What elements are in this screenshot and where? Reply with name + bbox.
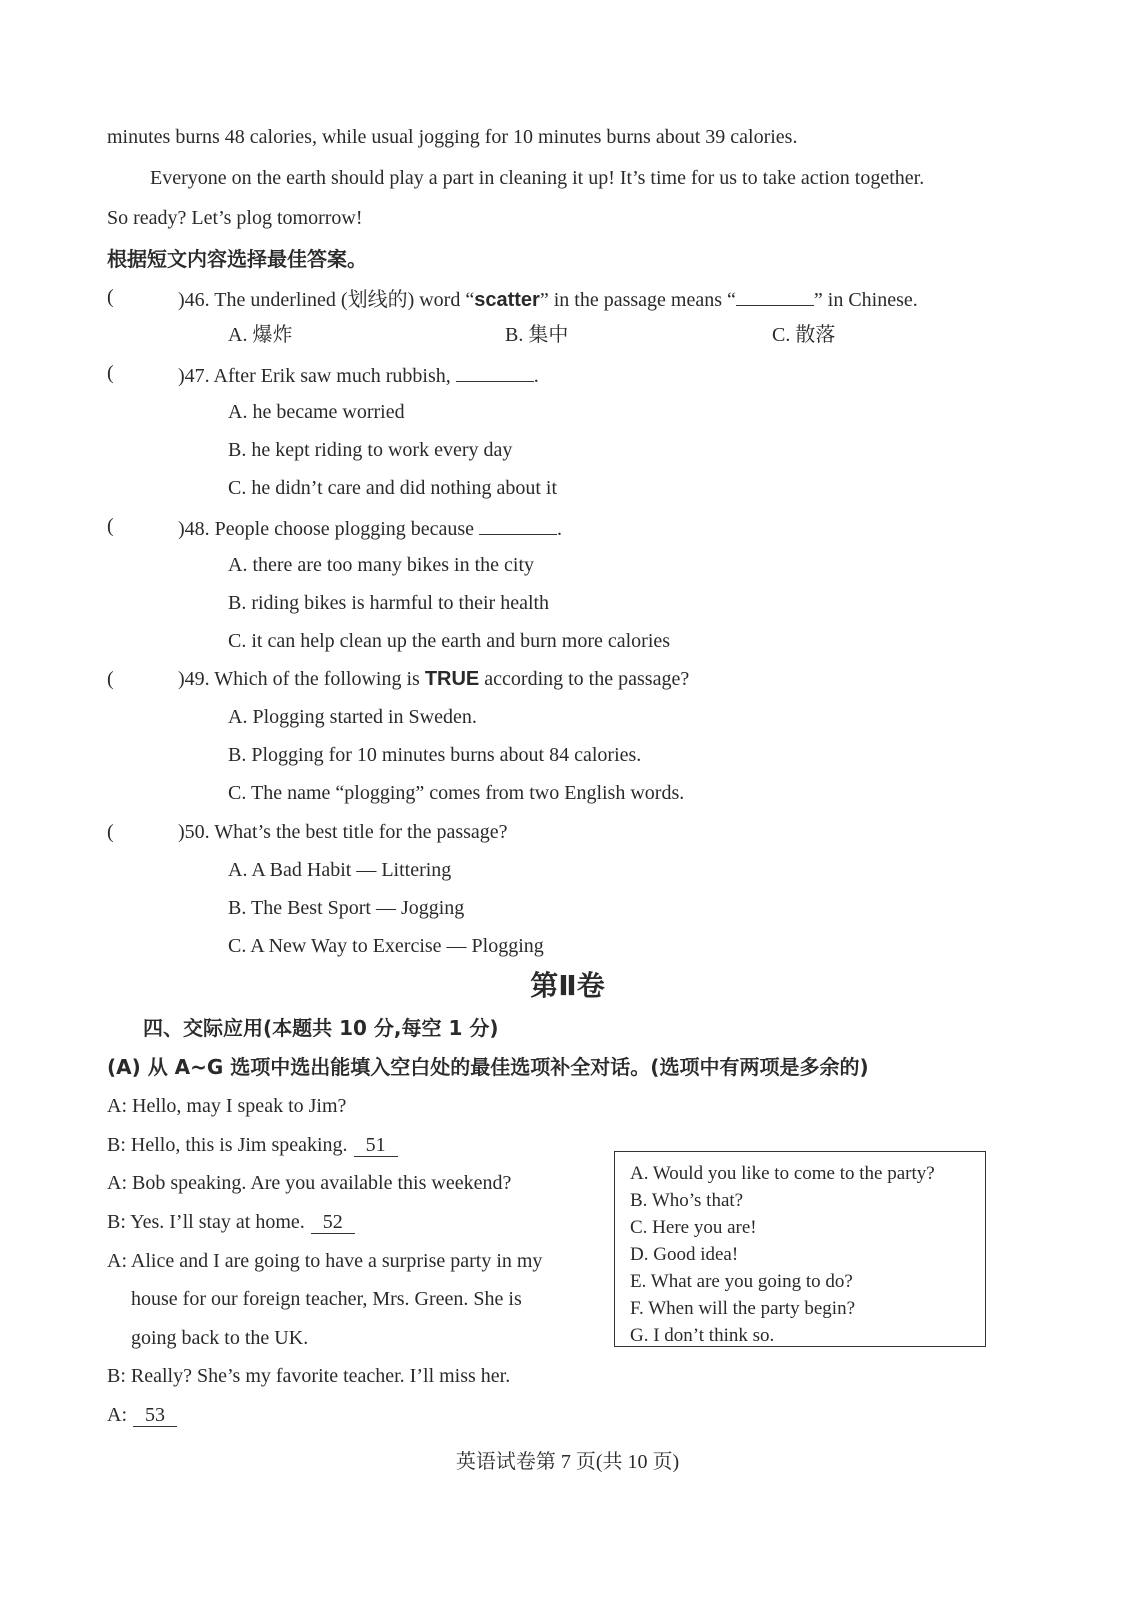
passage-line-3: So ready? Let’s plog tomorrow! (107, 207, 363, 229)
option-50-b: B. The Best Sport — Jogging (228, 897, 465, 919)
option-49-c: C. The name “plogging” comes from two English words. (228, 782, 685, 804)
dialogue-line-4 (107, 1212, 355, 1234)
option-49-b: B. Plogging for 10 minutes burns about 84 calories. (228, 744, 642, 766)
options-box (614, 1151, 986, 1347)
option-46-c: C. 散落 (772, 324, 836, 346)
reading-instruction: 根据短文内容选择最佳答案。 (107, 247, 367, 271)
question-47-post: . (533, 365, 539, 387)
question-49 (178, 669, 689, 689)
box-option-g: G. I don’t think so. (630, 1325, 775, 1346)
question-50-pre: )50. What’s the best title for the passage? (178, 821, 508, 843)
dialogue-line-4-text: B: Yes. I’ll stay at home. (107, 1211, 305, 1233)
blank-51: 51 (354, 1135, 398, 1157)
section-title: 第Ⅱ卷 (530, 969, 605, 1002)
option-47-b: B. he kept riding to work every day (228, 439, 513, 461)
option-49-a: A. Plogging started in Sweden. (228, 706, 477, 728)
dialogue-line-1: A: Hello, may I speak to Jim? (107, 1095, 347, 1117)
question-47 (178, 363, 539, 386)
passage-line-1: minutes burns 48 calories, while usual jogging for 10 minutes burns about 39 calories. (107, 126, 798, 148)
option-47-c: C. he didn’t care and did nothing about it (228, 477, 558, 499)
box-option-b: B. Who’s that? (630, 1190, 744, 1211)
answer-paren-49: ( (107, 668, 114, 690)
question-49-pre: )49. Which of the following is (178, 668, 425, 690)
dialogue-line-8: B: Really? She’s my favorite teacher. I’ll miss her. (107, 1365, 511, 1387)
answer-paren-47: ( (107, 362, 114, 384)
dialogue-line-3: A: Bob speaking. Are you available this weekend? (107, 1172, 512, 1194)
answer-paren-46: ( (107, 286, 114, 308)
answer-paren-50: ( (107, 821, 114, 843)
question-48-post: . (557, 518, 563, 540)
box-option-c: C. Here you are! (630, 1217, 757, 1238)
question-49-keyword: TRUE (424, 668, 480, 690)
question-49-post: according to the passage? (479, 668, 690, 690)
option-46-a: A. 爆炸 (228, 324, 293, 346)
dialogue-line-9 (107, 1405, 177, 1427)
box-option-e: E. What are you going to do? (630, 1271, 853, 1292)
question-46-post: ” in the passage means “ (539, 289, 736, 311)
blank-53: 53 (133, 1405, 177, 1427)
option-47-a: A. he became worried (228, 401, 405, 423)
option-46-b: B. 集中 (505, 324, 569, 346)
dialogue-line-5: A: Alice and I are going to have a surprise party in my (107, 1250, 543, 1272)
dialogue-line-2 (107, 1135, 398, 1157)
blank-52: 52 (311, 1212, 355, 1234)
question-48 (178, 516, 562, 539)
dialogue-line-7: going back to the UK. (131, 1327, 309, 1349)
option-50-a: A. A Bad Habit — Littering (228, 859, 452, 881)
part-instruction: (A) 从 A~G 选项中选出能填入空白处的最佳选项补全对话。(选项中有两项是多余的) (107, 1055, 869, 1079)
question-46-pre: )46. The underlined (划线的) word “ (178, 289, 475, 311)
box-option-a: A. Would you like to come to the party? (630, 1163, 935, 1184)
box-option-f: F. When will the party begin? (630, 1298, 856, 1319)
question-47-pre: )47. After Erik saw much rubbish, (178, 365, 456, 387)
answer-blank (479, 516, 557, 535)
dialogue-line-6: house for our foreign teacher, Mrs. Green. She is (131, 1288, 522, 1310)
question-50 (178, 822, 508, 842)
answer-paren-48: ( (107, 515, 114, 537)
option-48-c: C. it can help clean up the earth and burn more calories (228, 630, 671, 652)
question-46-keyword: scatter (474, 289, 540, 311)
passage-line-2: Everyone on the earth should play a part in cleaning it up! It’s time for us to take action together. (150, 167, 925, 189)
part-heading: 四、交际应用(本题共 10 分,每空 1 分) (143, 1016, 499, 1040)
option-50-c: C. A New Way to Exercise — Plogging (228, 935, 544, 957)
question-46-post2: ” in Chinese. (813, 289, 918, 311)
option-48-a: A. there are too many bikes in the city (228, 554, 535, 576)
question-46 (178, 287, 918, 310)
answer-blank (736, 287, 814, 306)
box-option-d: D. Good idea! (630, 1244, 739, 1265)
answer-blank (456, 363, 534, 382)
question-48-pre: )48. People choose plogging because (178, 518, 480, 540)
dialogue-line-9-text: A: (107, 1404, 127, 1426)
page-footer: 英语试卷第 7 页(共 10 页) (455, 1451, 680, 1473)
option-48-b: B. riding bikes is harmful to their health (228, 592, 550, 614)
dialogue-line-2-text: B: Hello, this is Jim speaking. (107, 1134, 348, 1156)
